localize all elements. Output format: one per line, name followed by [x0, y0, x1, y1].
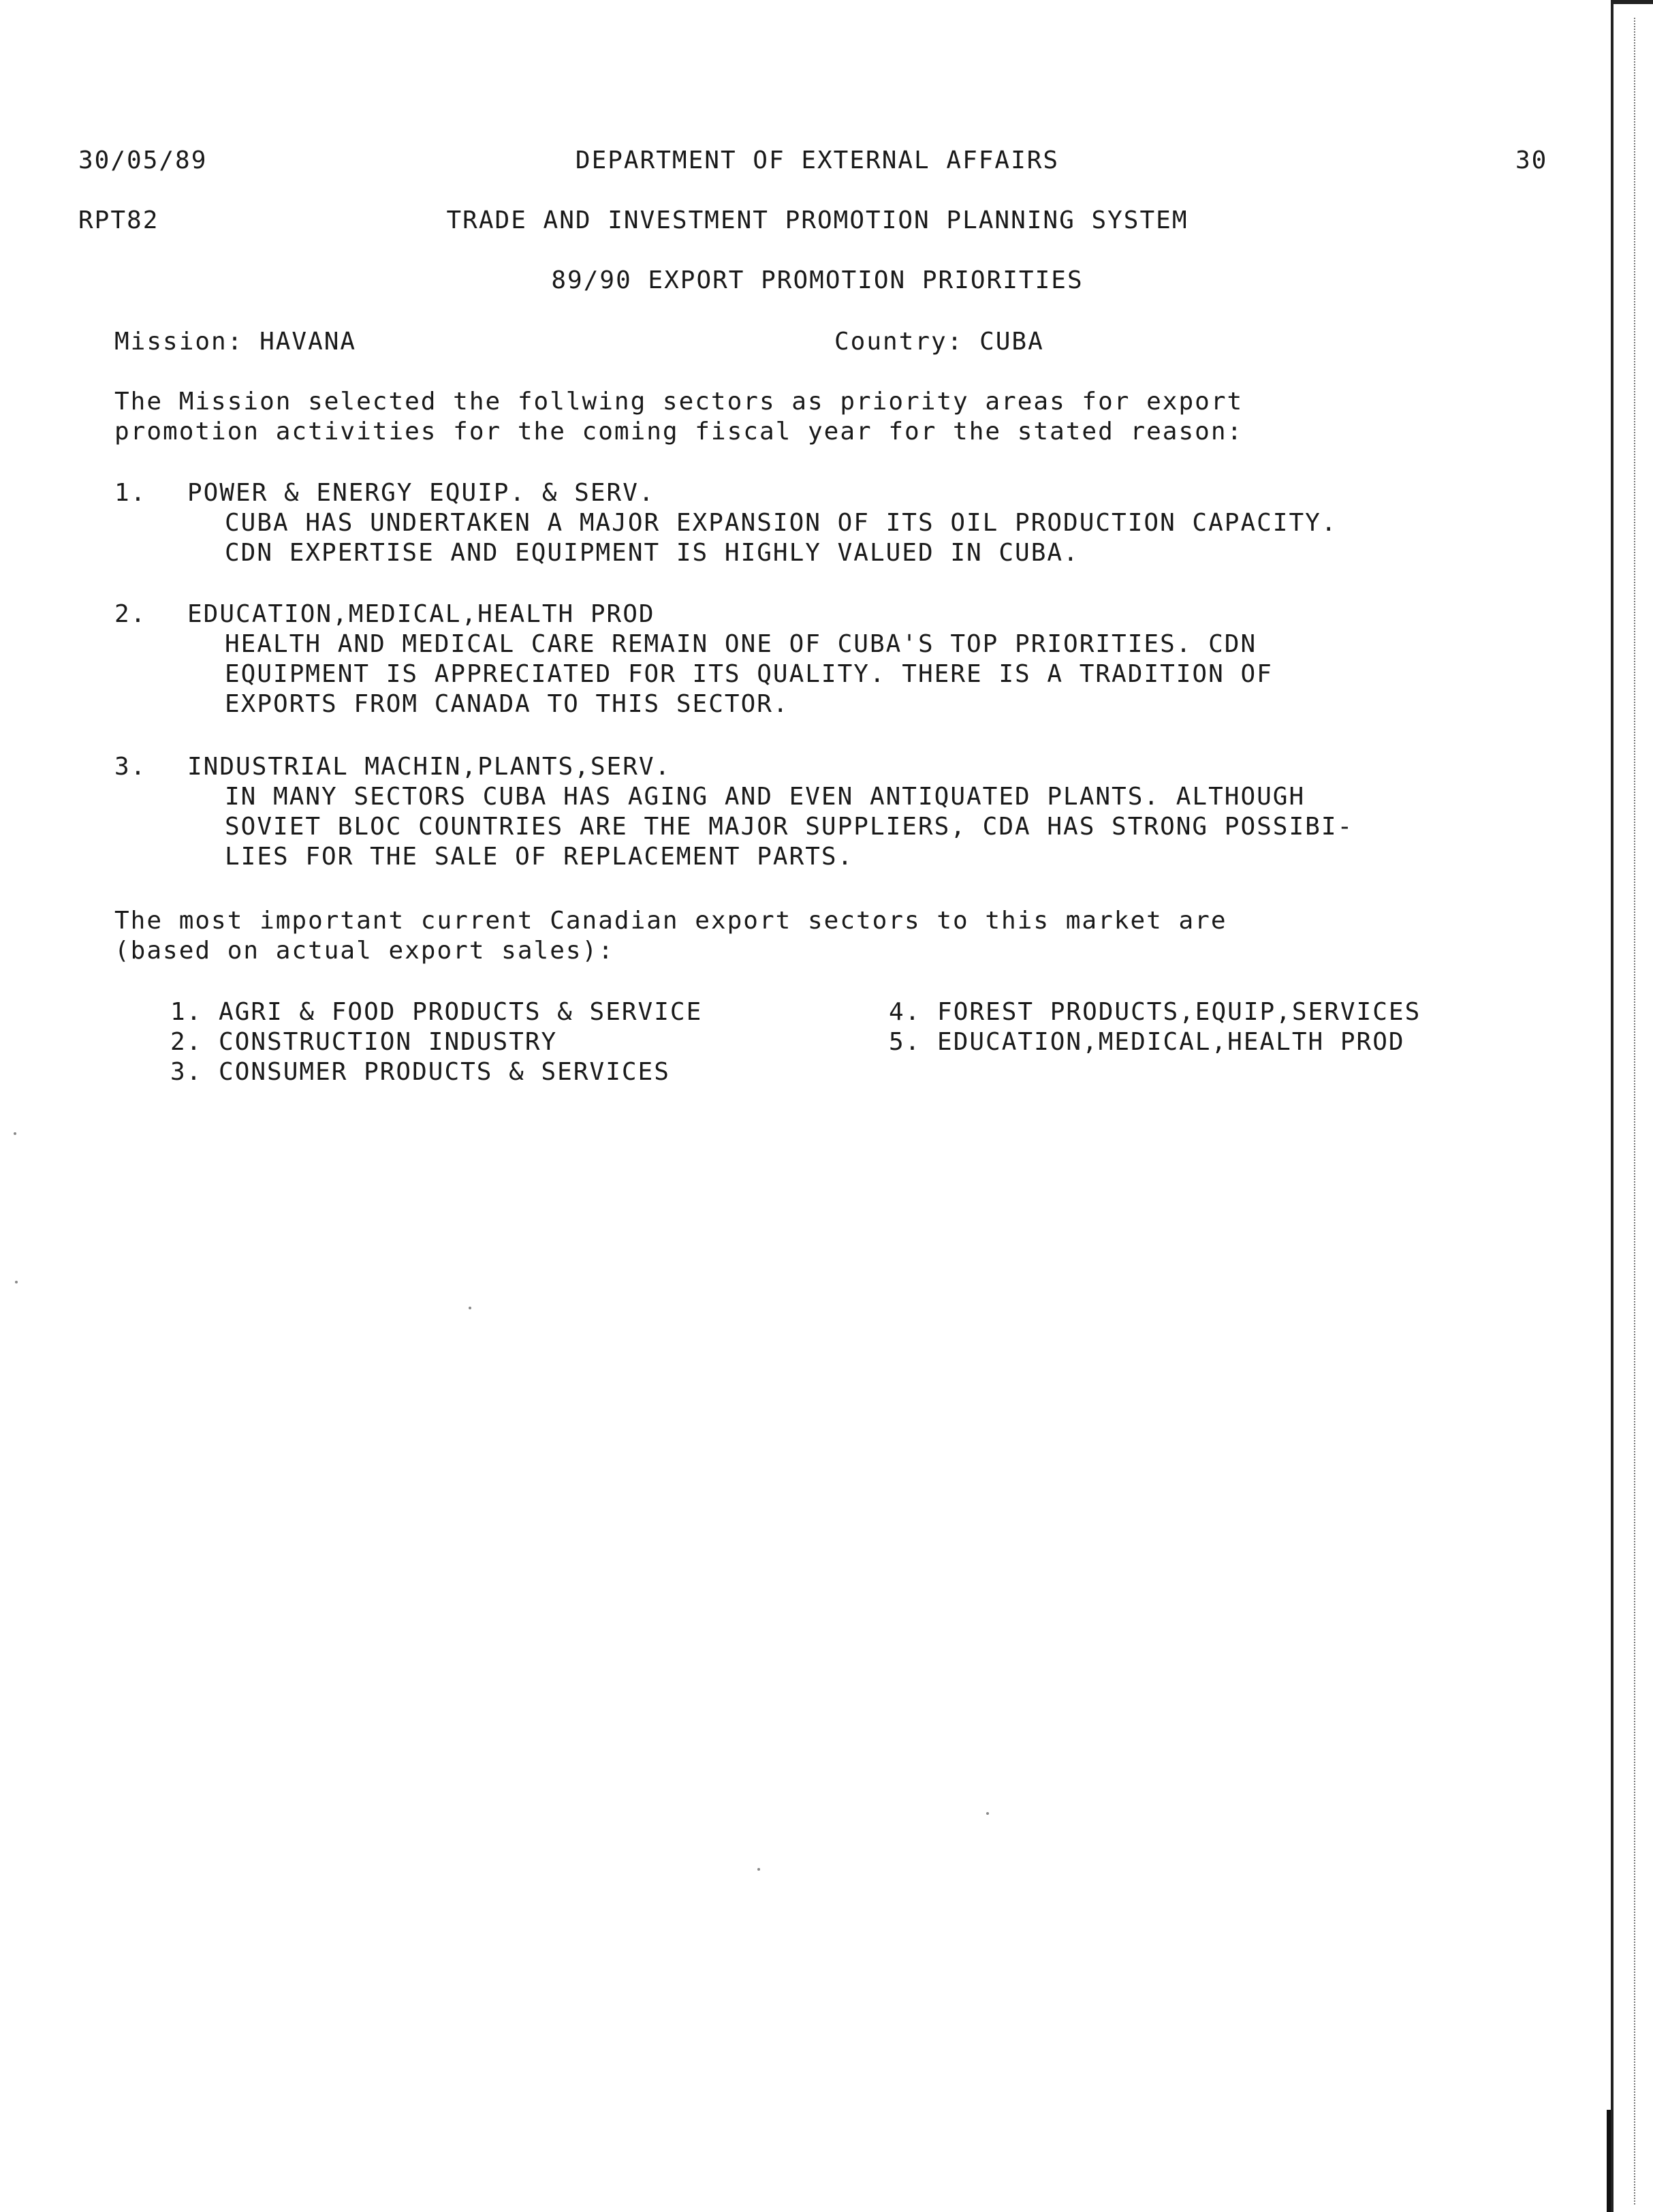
report-date: 30/05/89: [78, 146, 208, 174]
report-code: RPT82: [78, 206, 159, 234]
priority-title: INDUSTRIAL MACHIN,PLANTS,SERV.: [187, 753, 672, 781]
scan-edge: [1611, 0, 1653, 2212]
priority-reason-line: SOVIET BLOC COUNTRIES ARE THE MAJOR SUPPLIERS, CDA HAS STRONG POSSIBI-: [225, 813, 1354, 841]
current-sector-item: 2. CONSTRUCTION INDUSTRY: [170, 1028, 558, 1056]
system-name: TRADE AND INVESTMENT PROMOTION PLANNING SYSTEM: [446, 206, 1188, 234]
department-name: DEPARTMENT OF EXTERNAL AFFAIRS: [575, 146, 1060, 174]
current-sector-item: 4. FOREST PRODUCTS,EQUIP,SERVICES: [889, 998, 1421, 1026]
priority-reason-line: CUBA HAS UNDERTAKEN A MAJOR EXPANSION OF ITS OIL PRODUCTION CAPACITY.: [225, 509, 1338, 537]
country-label: Country: CUBA: [834, 328, 1044, 356]
current-sectors-intro-line: The most important current Canadian export sectors to this market are: [114, 907, 1227, 935]
current-sector-item: 3. CONSUMER PRODUCTS & SERVICES: [170, 1058, 670, 1086]
priority-reason-line: LIES FOR THE SALE OF REPLACEMENT PARTS.: [225, 843, 854, 871]
report-title: 89/90 EXPORT PROMOTION PRIORITIES: [551, 266, 1084, 294]
priority-title: POWER & ENERGY EQUIP. & SERV.: [187, 479, 655, 507]
priority-number: 1.: [114, 479, 147, 507]
scan-speck: [14, 1132, 16, 1135]
current-sectors-intro-line: (based on actual export sales):: [114, 937, 614, 965]
priority-reason-line: EQUIPMENT IS APPRECIATED FOR ITS QUALITY. THERE IS A TRADITION OF: [225, 660, 1273, 688]
mission-label: Mission: HAVANA: [114, 328, 357, 356]
priority-title: EDUCATION,MEDICAL,HEALTH PROD: [187, 600, 655, 628]
current-sector-item: 1. AGRI & FOOD PRODUCTS & SERVICE: [170, 998, 703, 1026]
scan-edge-dots: [1634, 18, 1648, 2205]
scan-speck: [986, 1812, 989, 1815]
priority-reason-line: EXPORTS FROM CANADA TO THIS SECTOR.: [225, 690, 789, 718]
scan-speck: [15, 1281, 18, 1283]
scan-edge-bottom: [1607, 2110, 1653, 2212]
scan-speck: [469, 1307, 471, 1309]
current-sector-item: 5. EDUCATION,MEDICAL,HEALTH PROD: [889, 1028, 1405, 1056]
scan-speck: [757, 1868, 760, 1871]
priority-reason-line: HEALTH AND MEDICAL CARE REMAIN ONE OF CUBA'S TOP PRIORITIES. CDN: [225, 630, 1257, 658]
intro-line: The Mission selected the follwing sectors as priority areas for export: [114, 388, 1244, 416]
priority-reason-line: IN MANY SECTORS CUBA HAS AGING AND EVEN ANTIQUATED PLANTS. ALTHOUGH: [225, 783, 1306, 811]
priority-reason-line: CDN EXPERTISE AND EQUIPMENT IS HIGHLY VALUED IN CUBA.: [225, 539, 1080, 567]
page-number: 30: [1515, 146, 1548, 174]
priority-number: 2.: [114, 600, 147, 628]
priority-number: 3.: [114, 753, 147, 781]
intro-line: promotion activities for the coming fiscal year for the stated reason:: [114, 418, 1244, 446]
